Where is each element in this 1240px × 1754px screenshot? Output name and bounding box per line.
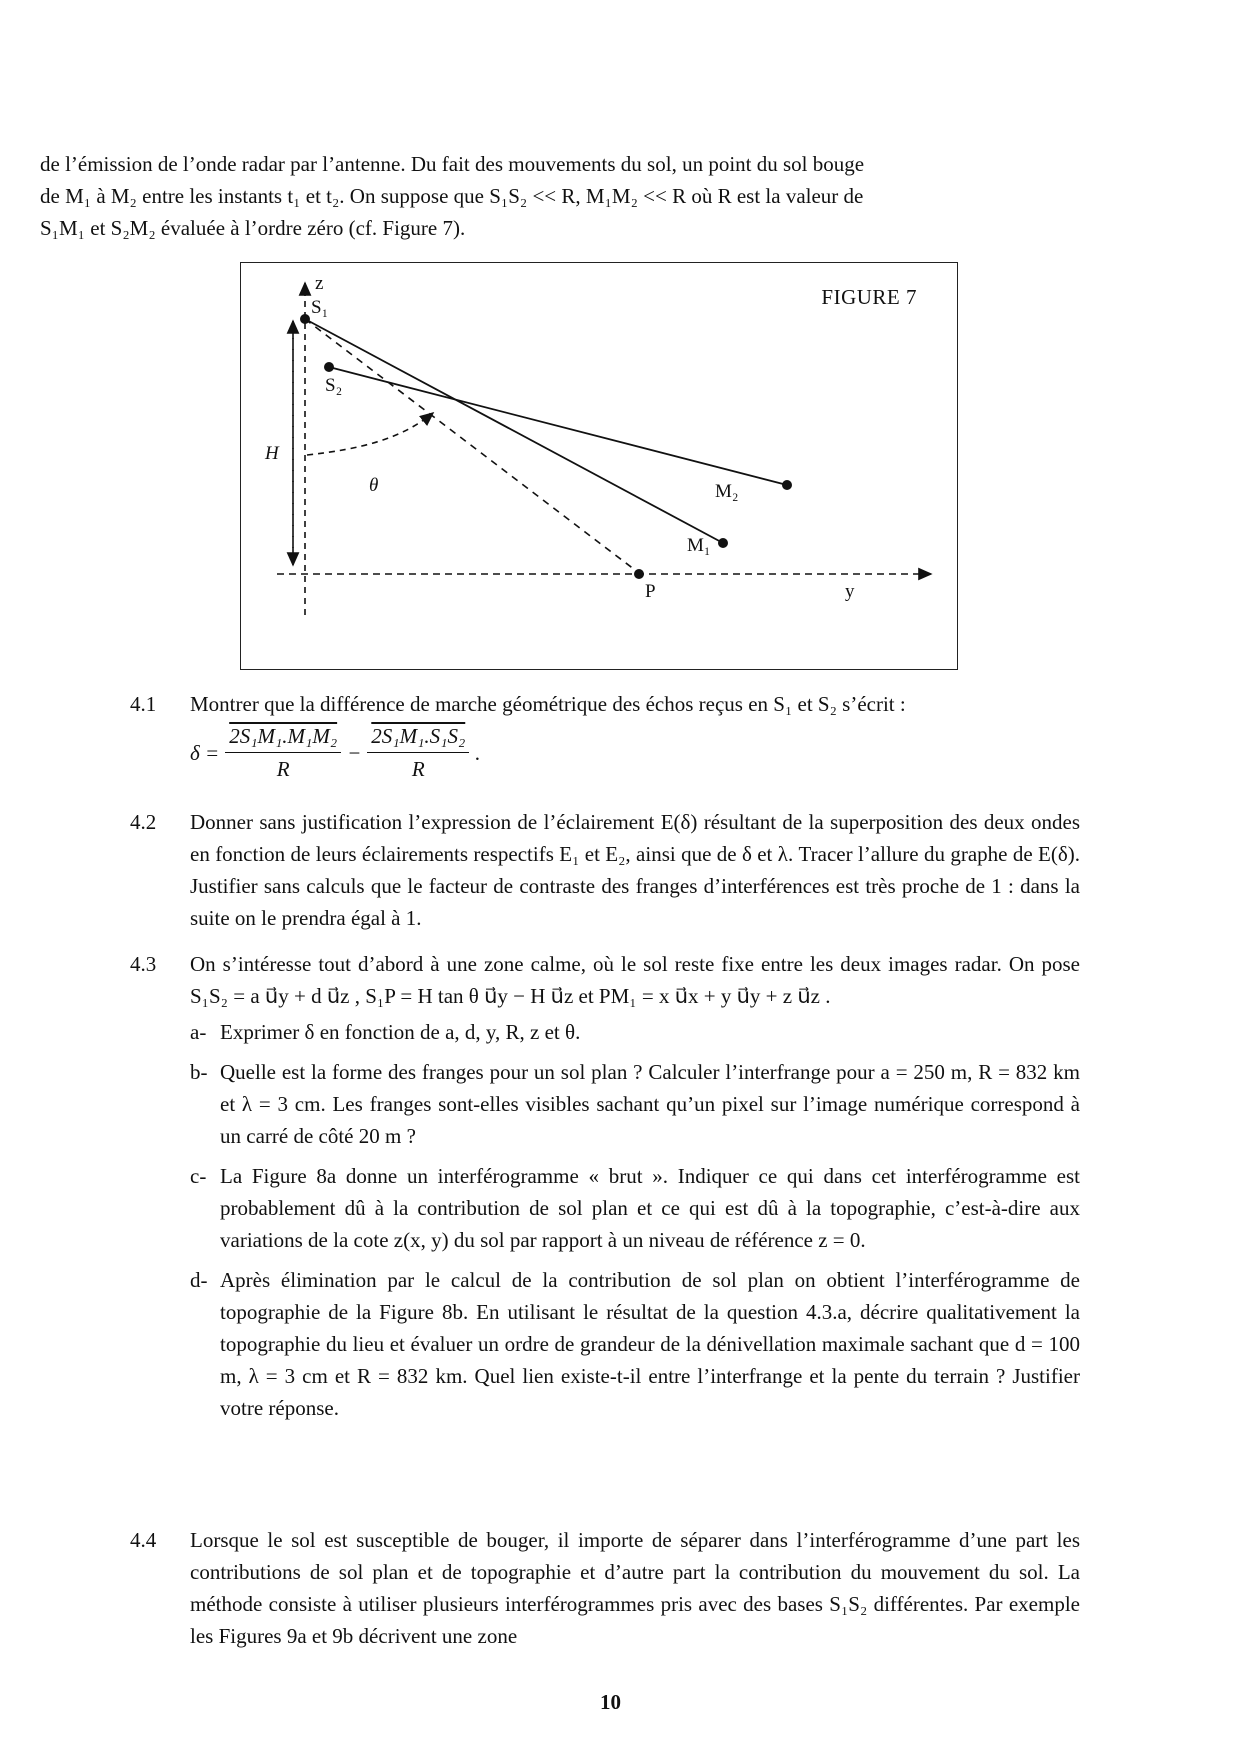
subquestion-letter: c-	[190, 1164, 207, 1188]
fraction-2-numerator: 2S₁M₁.S₁S₂	[367, 720, 469, 753]
fraction-2-denominator: R	[411, 757, 425, 781]
line-s1-p-dashed	[305, 319, 639, 573]
subquestion-b	[190, 1056, 1080, 1152]
intro-paragraph	[40, 148, 1080, 244]
figure-title: FIGURE 7	[821, 285, 917, 309]
question-text: Montrer que la différence de marche géométrique des échos reçus en S₁ et S₂ s’écrit :	[190, 692, 906, 716]
point-s1	[300, 314, 310, 324]
label-s1: S₁	[311, 297, 329, 318]
point-m2	[782, 480, 792, 490]
point-s2	[324, 362, 334, 372]
label-theta: θ	[369, 475, 379, 496]
theta-arc	[307, 413, 433, 455]
question-4-1	[130, 688, 1080, 785]
line-s1-m1	[305, 319, 723, 543]
label-p: P	[645, 581, 656, 602]
subquestion-text: Exprimer δ en fonction de a, d, y, R, z et θ.	[220, 1020, 581, 1044]
question-number: 4.4	[130, 1528, 157, 1552]
label-y: y	[845, 581, 855, 602]
label-m2: M₂	[715, 481, 739, 502]
line-s2-m2	[329, 367, 787, 485]
formula-minus: −	[347, 740, 362, 765]
formula-end: .	[475, 740, 481, 765]
question-text: Donner sans justification l’expression de l’éclairement E(δ) résultant de la superposition des deux ondes en fonction de leurs éclairements respectifs E₁ et E₂, ainsi que de δ et λ. Tracer l’allure du graphe de E(δ). Justifier sans calculs que le facteur de contraste des franges d’interférences est très proche de 1 : dans la suite on le prendra égal à 1.	[190, 810, 1080, 930]
label-m1: M₁	[687, 535, 711, 556]
label-h: H	[265, 443, 279, 464]
subquestion-c	[190, 1160, 1080, 1256]
subquestion-text: La Figure 8a donne un interférogramme « brut ». Indiquer ce qui dans cet interférogramme est probablement dû à la contribution de sol plan et ce qui est dû à la topographie, c’est-à-dire aux variations de la cote z(x, y) du sol par rapport à un niveau de référence z = 0.	[220, 1164, 1080, 1252]
question-number: 4.2	[130, 810, 157, 834]
subquestion-text: Après élimination par le calcul de la contribution de sol plan on obtient l’interférogramme de topographie de la Figure 8b. En utilisant le résultat de la question 4.3.a, décrire qualitativement la topographie du lieu et évaluer un ordre de grandeur de la dénivellation maximale sachant que d = 100 m, λ = 3 cm et R = 832 km. Quel lien existe-t-il entre l’interfrange et la pente du terrain ? Justifier votre réponse.	[220, 1268, 1080, 1420]
question-number: 4.3	[130, 952, 157, 976]
subquestion-letter: a-	[190, 1020, 207, 1044]
subquestion-d	[190, 1264, 1080, 1424]
fraction-1-numerator: 2S₁M₁.M₁M₂	[225, 720, 341, 753]
question-number: 4.1	[130, 692, 157, 716]
formula-delta	[190, 720, 1080, 785]
question-4-3	[130, 948, 1080, 1424]
subquestion-a	[190, 1016, 1080, 1048]
subquestion-letter: d-	[190, 1268, 208, 1292]
subquestion-letter: b-	[190, 1060, 208, 1084]
fraction-1-denominator: R	[276, 757, 290, 781]
point-p	[634, 569, 644, 579]
intro-line-2: de M₁ à M₂ entre les instants t₁ et t₂. On suppose que S₁S₂ << R, M₁M₂ << R où R est la valeur de	[40, 184, 864, 208]
question-4-2	[130, 806, 1080, 934]
page-number: 10	[600, 1690, 621, 1714]
question-text: Lorsque le sol est susceptible de bouger, il importe de séparer dans l’interférogramme d’une part les contributions de sol plan et de topographie et d’autre part la contribution du mouvement du sol. La méthode consiste à utiliser plusieurs interférogrammes pris avec des bases S₁S₂ différentes. Par exemple les Figures 9a et 9b décrivent une zone	[190, 1528, 1080, 1648]
figure-7	[240, 262, 958, 670]
question-text: On s’intéresse tout d’abord à une zone calme, où le sol reste fixe entre les deux images radar. On pose S₁S₂ = a u⃗y + d u⃗z , S₁P = H tan θ u⃗y − H u⃗z et PM₁ = x u⃗x + y u⃗y + z u⃗z .	[190, 952, 1080, 1008]
intro-line-3: S₁M₁ et S₂M₂ évaluée à l’ordre zéro (cf. Figure 7).	[40, 216, 466, 240]
formula-lhs: δ =	[190, 740, 220, 765]
label-z: z	[315, 273, 324, 294]
point-m1	[718, 538, 728, 548]
figure-7-diagram	[241, 263, 957, 669]
fraction-1	[225, 720, 341, 785]
fraction-2	[367, 720, 469, 785]
question-4-4	[130, 1524, 1080, 1652]
label-s2: S₂	[325, 375, 343, 396]
intro-line-1: de l’émission de l’onde radar par l’antenne. Du fait des mouvements du sol, un point du sol bouge	[40, 152, 865, 176]
subquestion-text: Quelle est la forme des franges pour un sol plan ? Calculer l’interfrange pour a = 250 m, R = 832 km et λ = 3 cm. Les franges sont-elles visibles sachant qu’un pixel sur l’image numérique correspond à un carré de côté 20 m ?	[220, 1060, 1080, 1148]
